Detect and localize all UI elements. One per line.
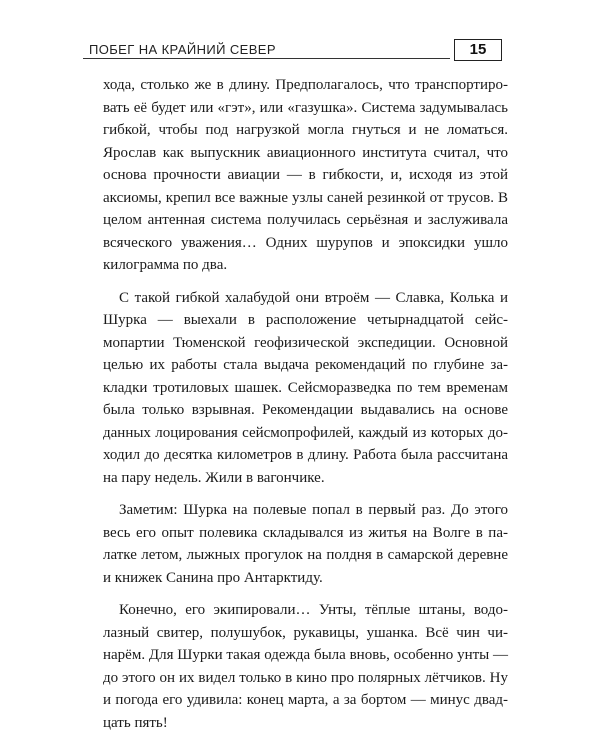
paragraph-3: Заметим: Шурка на полевые попал в первый раз. До этого весь его опыт полевика складывался из житья на Волге в палатке летом, лыжных прогулок на полдня в самарской деревне и книжек Санина про Антарктиду. xyxy=(103,502,508,586)
running-header xyxy=(83,38,515,66)
running-title: ПОБЕГ НА КРАЙНИЙ СЕВЕР xyxy=(89,42,276,57)
body-text xyxy=(103,74,508,744)
paragraph-1: хода, столько же в длину. Предполагалось, что транспортировать её будет или «гэт», или «газушка». Система задумывалась гибкой, чтобы под нагрузкой могла гнуться и не ломаться. Ярослав как выпускник авиационного института считал, что основа прочности авиации — в гибкости, и, исходя из этой аксиомы, крепил все важные узлы саней резинкой от трусов. В целом антенная система получилась серьёзная и заслуживала всяческого уважения… Одних шурупов и эпоксидки ушло килограмма по два. xyxy=(103,77,508,273)
page-number: 15 xyxy=(454,39,502,61)
paragraph-4: Конечно, его экипировали… Унты, тёплые штаны, водолазный свитер, полушубок, рукавицы, ушанка. Всё чин чинарём. Для Шурки такая одежда была вновь, особенно унты — до этого он их видел только в кино про полярных лётчиков. Ну и погода его удивила: конец марта, а за бортом — минус двадцать пять! xyxy=(103,602,508,731)
paragraph-2: С такой гибкой халабудой они втроём — Славка, Колька и Шурка — выехали в расположение четырнадцатой сейсмопартии Тюменской геофизической экспедиции. Основной целью их работы стала выдача рекомендаций по глубине закладки тротиловых шашек. Сейсморазведка по тем временам была только взрывная. Рекомендации выдавались на основе данных лоцирования сейсмопрофилей, каждый из которых доходил до десятка километров в длину. Работа была рассчитана на пару недель. Жили в вагончике. xyxy=(103,289,508,486)
header-rule xyxy=(83,58,450,59)
